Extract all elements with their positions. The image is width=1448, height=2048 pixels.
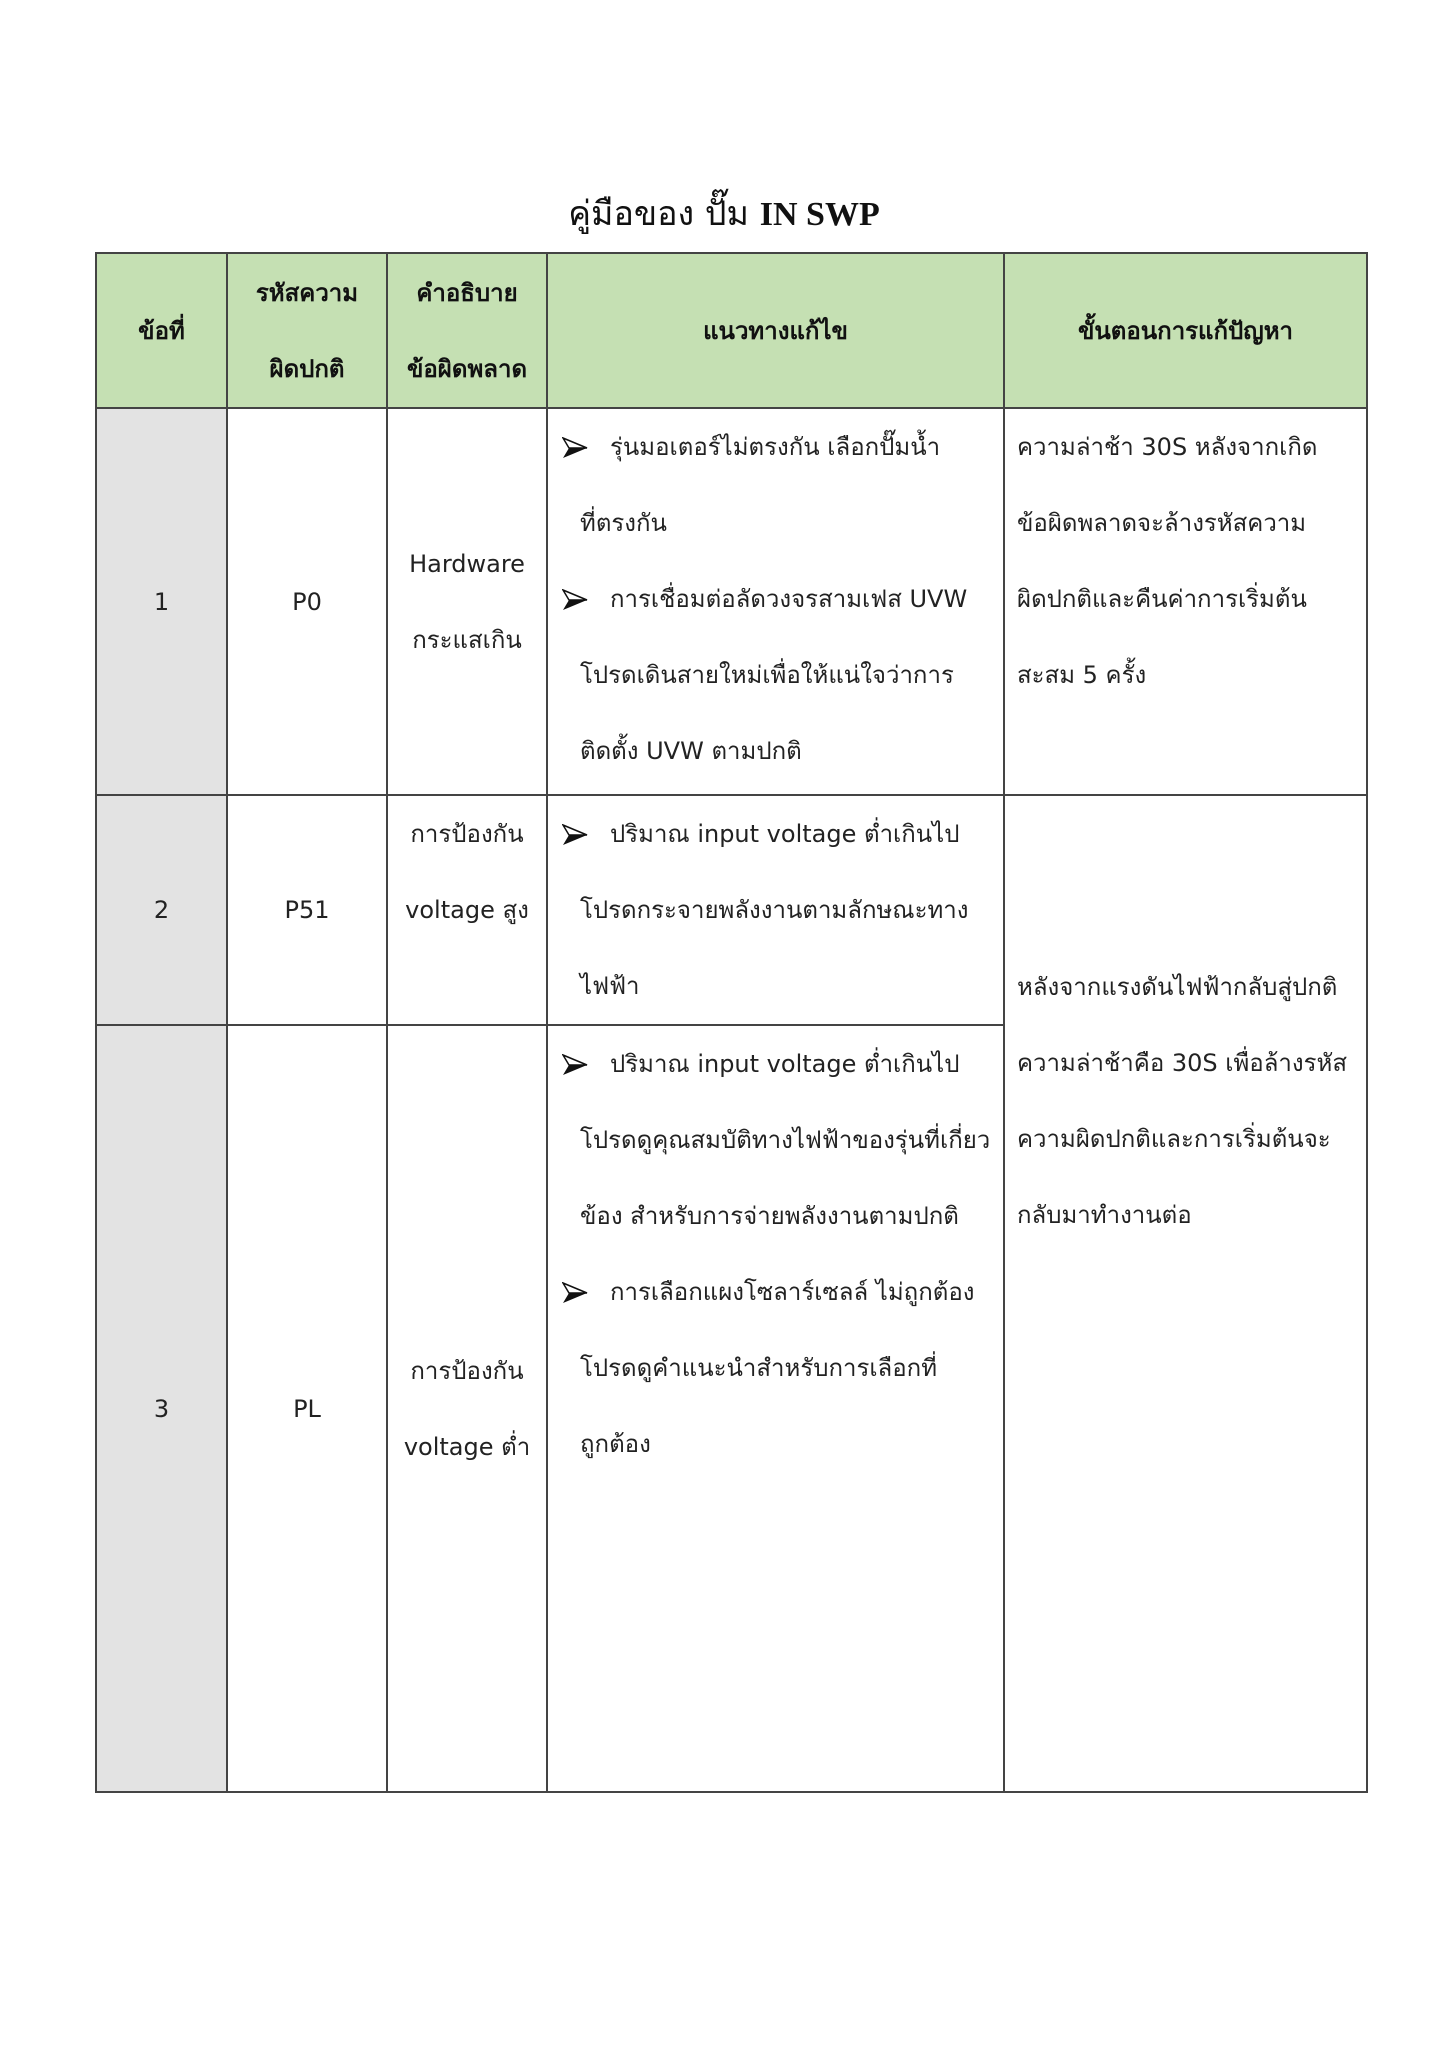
error-description: การป้องกัน voltage สูง	[387, 795, 547, 1025]
row-number: 1	[96, 408, 227, 795]
arrowhead-bullet-icon	[562, 437, 588, 459]
row-number: 3	[96, 1025, 227, 1792]
error-code: P51	[227, 795, 387, 1025]
error-description: Hardware กระแสเกิน	[387, 408, 547, 795]
header-solution: แนวทางแก้ไข	[547, 253, 1004, 408]
solution-cell: ปริมาณ input voltage ต่ำเกินไป โปรดดูคุณสมบัติทางไฟฟ้าของรุ่นที่เกี่ยว ข้อง สำหรับการจ่ายพลังงานตามปกติ การเลือกแผงโซลาร์เซลล์ ไม่ถูกต้อง โปรดดูคำแนะนำสำหรับการเลือกที่ ถูกต้อง	[547, 1025, 1004, 1792]
row-number: 2	[96, 795, 227, 1025]
error-code-table	[95, 252, 1368, 1793]
error-description: การป้องกัน voltage ต่ำ	[387, 1025, 547, 1792]
arrowhead-bullet-icon	[562, 824, 588, 846]
header-description: คำอธิบาย ข้อผิดพลาด	[387, 253, 547, 408]
solution-item: การเลือกแผงโซลาร์เซลล์ ไม่ถูกต้อง	[562, 1254, 989, 1330]
header-code: รหัสความ ผิดปกติ	[227, 253, 387, 408]
steps-cell: ความล่าช้า 30S หลังจากเกิด ข้อผิดพลาดจะล้างรหัสความ ผิดปกติและคืนค่าการเริ่มต้น สะสม 5 ครั้ง	[1004, 408, 1367, 795]
header-no: ข้อที่	[96, 253, 227, 408]
error-code: P0	[227, 408, 387, 795]
solution-item: รุ่นมอเตอร์ไม่ตรงกัน เลือกปั๊มน้ำ	[562, 409, 989, 485]
steps-cell-shared: หลังจากแรงดันไฟฟ้ากลับสู่ปกติ ความล่าช้าคือ 30S เพื่อล้างรหัส ความผิดปกติและการเริ่มต้นจะ กลับมาทำงานต่อ	[1004, 795, 1367, 1792]
title-thai: คู่มือของ ปั๊ม	[568, 194, 749, 234]
arrowhead-bullet-icon	[562, 1054, 588, 1076]
header-steps: ขั้นตอนการแก้ปัญหา	[1004, 253, 1367, 408]
solution-cell: รุ่นมอเตอร์ไม่ตรงกัน เลือกปั๊มน้ำ ที่ตรงกัน การเชื่อมต่อลัดวงจรสามเฟส UVW โปรดเดินสายใหม่เพื่อให้แน่ใจว่าการ ติดตั้ง UVW ตามปกติ	[547, 408, 1004, 795]
document-title	[0, 186, 1448, 240]
table-row	[96, 408, 1367, 795]
table-header-row	[96, 253, 1367, 408]
solution-item: ปริมาณ input voltage ต่ำเกินไป	[562, 796, 989, 872]
table-row	[96, 795, 1367, 1025]
arrowhead-bullet-icon	[562, 1282, 588, 1304]
title-model: IN SWP	[759, 196, 880, 233]
solution-item: การเชื่อมต่อลัดวงจรสามเฟส UVW	[562, 561, 989, 637]
arrowhead-bullet-icon	[562, 589, 588, 611]
error-code: PL	[227, 1025, 387, 1792]
solution-cell: ปริมาณ input voltage ต่ำเกินไป โปรดกระจายพลังงานตามลักษณะทาง ไฟฟ้า	[547, 795, 1004, 1025]
solution-item: ปริมาณ input voltage ต่ำเกินไป	[562, 1026, 989, 1102]
